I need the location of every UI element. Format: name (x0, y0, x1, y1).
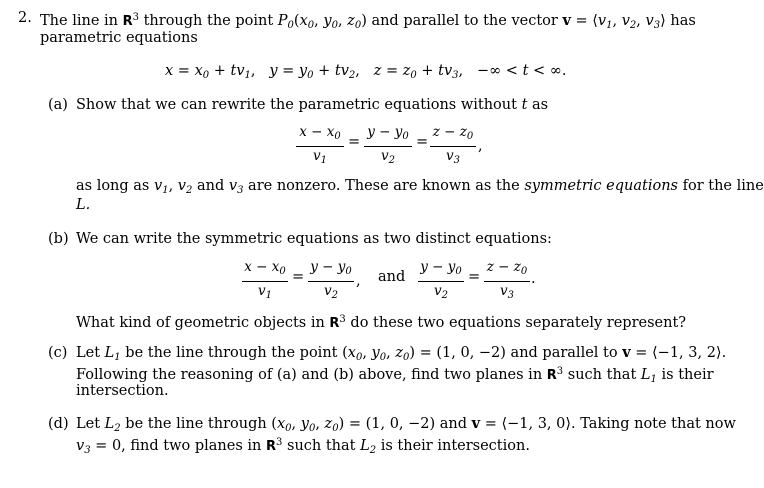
intro-line-2: parametric equations (40, 30, 198, 46)
part-b-prompt: We can write the symmetric equations as two distinct equations: (76, 231, 552, 247)
and-connector: and (378, 269, 406, 285)
fraction-y: $\frac{y - y_0}{v_2}$ (418, 259, 464, 304)
part-d-line-1: Let $L_2$ be the line through ($x_0$, $y_0$, $z_0) = (1$, 0, −2) and v = ⟨−1, 3, 0⟩. Taking note that now (76, 415, 736, 434)
comma: , (356, 273, 361, 289)
part-a-prompt: Show that we can rewrite the parametric equations without t as (76, 97, 549, 113)
part-a-after-line-2: L. (76, 197, 91, 213)
fraction-z: $\frac{z - z_0}{v_3}$ (430, 124, 476, 169)
part-b-label: (b) (48, 231, 69, 247)
parametric-equations: $x = x_0 + tv_1$, $y = y_0 + tv_2$, $z = z_0 + tv_3$, −∞ < t < ∞. (165, 63, 567, 81)
equals-sign: = (468, 269, 481, 285)
fraction-x: $\frac{x - x_0}{v_1}$ (296, 124, 344, 169)
part-d-line-2: $v_3 = 0$, find two planes in $R^3$ such that $L_2$ is their intersection. (76, 437, 530, 456)
fraction-y: $\frac{y - y_0}{v_2}$ (364, 124, 412, 169)
equals-sign: = (348, 134, 361, 150)
part-a-after-line-1: as long as $v_1$, $v_2$ and $v_3$ are nonzero. These are known as the symmetric equations for the line (76, 178, 764, 196)
equals-sign: = (292, 269, 305, 285)
part-c-line-2: Following the reasoning of (a) and (b) above, find two planes in $R^3$ such that $L_1$ is their (76, 366, 714, 385)
part-a-label: (a) (48, 97, 68, 113)
part-d-label: (d) (48, 416, 69, 432)
equals-sign: = (416, 134, 429, 150)
problem-number: 2. (18, 10, 32, 26)
fraction-y: $\frac{y - y_0}{v_2}$ (308, 259, 354, 304)
part-b-question: What kind of geometric objects in $R^3$ do these two equations separately represent? (76, 314, 687, 331)
part-c-line-1: Let $L_1$ be the line through the point ($x_0$, $y_0$, $z_0) = (1$, 0, −2) and parallel to v = ⟨−1, 3, 2⟩. (76, 344, 727, 363)
fraction-z: $\frac{z - z_0}{v_3}$ (484, 259, 530, 304)
intro-line-1: The line in $R^3$ through the point $P_0(x_0$, $y_0$, $z_0$) and parallel to the vector $v = ⟨v_1$, $v_2$, $v_3⟩$ has (40, 12, 696, 31)
period: . (531, 271, 536, 287)
part-c-label: (c) (48, 345, 68, 361)
comma: , (478, 138, 483, 154)
part-c-line-3: intersection. (76, 383, 169, 399)
fraction-x: $\frac{x - x_0}{v_1}$ (242, 259, 288, 304)
